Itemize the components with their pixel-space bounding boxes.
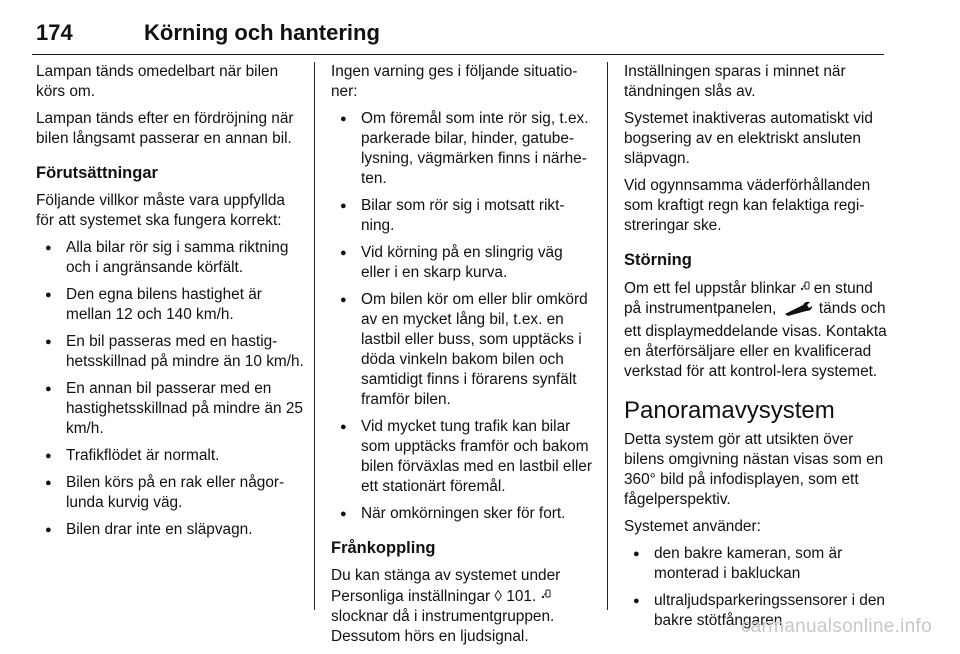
- column-divider: [314, 62, 315, 610]
- text: slocknar då i instrumentgruppen. Dessutom hörs en ljudsignal.: [331, 608, 555, 645]
- list-item: ● den bakre kameran, som är monterad i bakluckan: [624, 544, 889, 584]
- page-header: [32, 14, 884, 55]
- text: Om ett fel uppstår blinkar: [624, 280, 796, 297]
- text: Du kan stänga av systemet under Personliga inställningar: [331, 567, 561, 605]
- column-3: [624, 62, 889, 638]
- watermark: carmanualsonline.info: [740, 616, 932, 637]
- section-heading-disable: Frånkoppling: [331, 539, 436, 557]
- list-item: ● En bil passeras med en hastig-hetsskillnad på mindre än 10 km/h.: [36, 332, 306, 372]
- paragraph: Ingen varning ges i följande situatio-ner:: [331, 63, 578, 100]
- list-item: ● Bilen körs på en rak eller någor-lunda kurvig väg.: [36, 473, 306, 513]
- paragraph: Inställningen sparas i minnet när tändningen slås av.: [624, 63, 846, 100]
- page-reference[interactable]: [494, 588, 536, 605]
- paragraph: Vid ogynnsamma väderförhållanden som kraftigt regn kan felaktiga regi-streringar ske.: [624, 177, 871, 234]
- list-item: ● ultraljudsparkeringssensorer i den bakre stötfångaren: [624, 591, 889, 631]
- reference-arrow-icon: ◊: [494, 588, 503, 605]
- blind-spot-warning-icon: [541, 591, 552, 601]
- section-heading-fault: Störning: [624, 251, 692, 269]
- list-item: ● Bilar som rör sig i motsatt rikt-ning.: [331, 196, 594, 236]
- chapter-title: Körning och hantering: [144, 20, 380, 45]
- list-item: ● Vid körning på en slingrig väg eller i en skarp kurva.: [331, 243, 594, 283]
- wrench-icon: [783, 300, 813, 322]
- paragraph-disable: [331, 566, 594, 647]
- list-item: ● Vid mycket tung trafik kan bilar som upptäcks framför och bakom bilen förväxlas med en lastbil eller ett stationärt föremål.: [331, 417, 594, 497]
- column-2: [331, 62, 594, 654]
- paragraph: Följande villkor måste vara uppfyllda för att systemet ska fungera korrekt:: [36, 192, 285, 229]
- page-number: 174: [36, 20, 73, 45]
- list-item: ● En annan bil passerar med en hastighetsskillnad på mindre än 25 km/h.: [36, 379, 306, 439]
- text: tänds och ett displaymeddelande visas. Kontakta en återförsäljare eller en kvalificerad verkstad för att kontrol-lera systemet.: [624, 300, 887, 380]
- conditions-list: [36, 238, 306, 540]
- reference-page: 101.: [506, 588, 537, 605]
- list-item: ● När omkörningen sker för fort.: [331, 504, 594, 524]
- blind-spot-warning-icon: [800, 283, 814, 293]
- paragraph: Systemet använder:: [624, 518, 761, 535]
- list-item: ● Alla bilar rör sig i samma riktning och i angränsande körfält.: [36, 238, 306, 278]
- column-divider: [607, 62, 608, 610]
- text: en stund på instrumentpanelen,: [624, 280, 873, 317]
- list-item: ● Trafikflödet är normalt.: [36, 446, 306, 466]
- paragraph: Systemet inaktiveras automatiskt vid bogsering av en elektriskt ansluten släpvagn.: [624, 110, 873, 167]
- list-item: ● Om bilen kör om eller blir omkörd av en mycket lång bil, t.ex. en lastbil eller buss, som upptäcks i döda vinkeln bakom bilen och samtidigt finns i förarens synfält framför bilen.: [331, 290, 594, 410]
- paragraph: Detta system gör att utsikten över bilens omgivning nästan visas som en 360° bild på infodisplayen, som ett fågelperspektiv.: [624, 431, 884, 508]
- paragraph-fault: [624, 278, 889, 382]
- list-item: ● Bilen drar inte en släpvagn.: [36, 520, 306, 540]
- section-heading-prerequisites: Förutsättningar: [36, 164, 158, 182]
- column-1: [36, 62, 306, 547]
- list-item: ● Den egna bilens hastighet är mellan 12 och 140 km/h.: [36, 285, 306, 325]
- list-item: ● Om föremål som inte rör sig, t.ex. parkerade bilar, hinder, gatube-lysning, vägmärken finns i närhe-ten.: [331, 109, 594, 189]
- section-title-panorama: Panoramavysystem: [624, 397, 835, 424]
- no-warning-list: [331, 109, 594, 524]
- paragraph: Lampan tänds efter en fördröjning när bilen långsamt passerar en annan bil.: [36, 110, 294, 147]
- paragraph: Lampan tänds omedelbart när bilen körs om.: [36, 63, 279, 100]
